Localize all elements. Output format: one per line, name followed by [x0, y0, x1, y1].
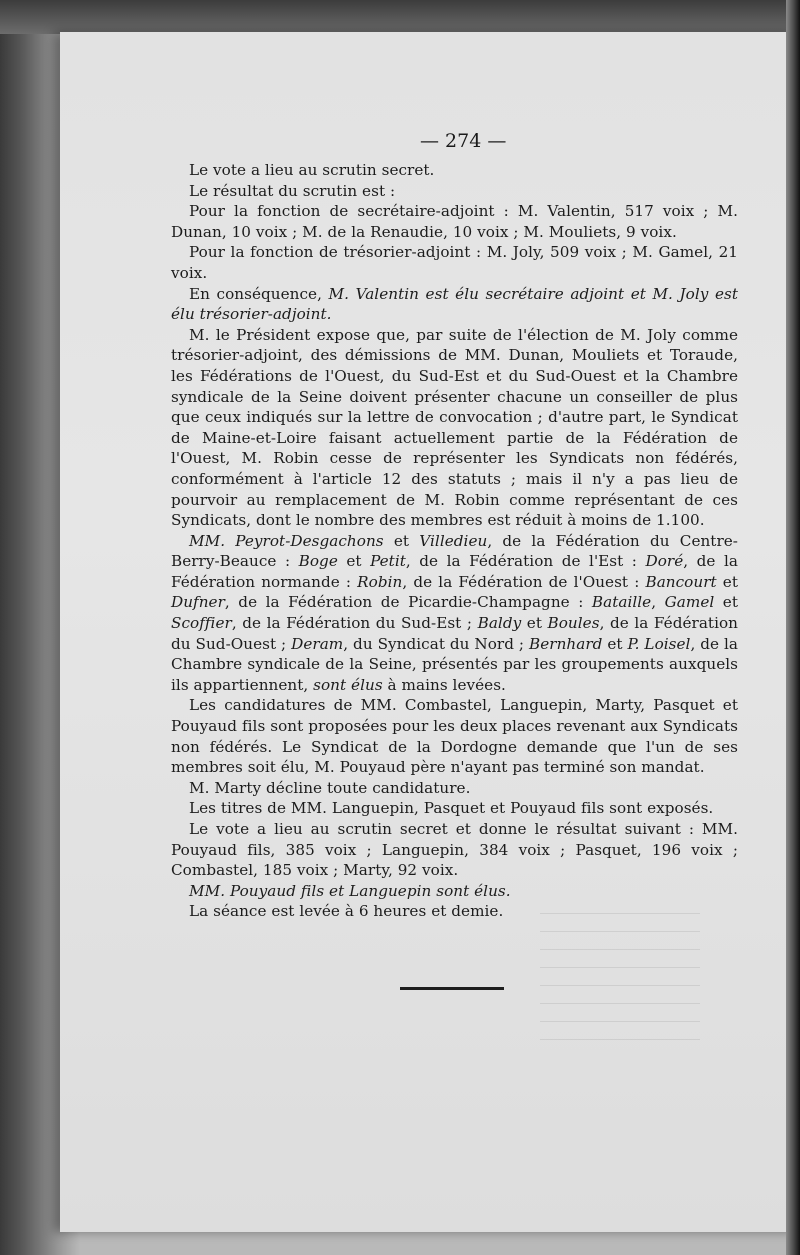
- election-result: sont élus: [313, 675, 383, 694]
- election-name: P. Loisel: [627, 634, 691, 653]
- election-text: , du Syndicat du Nord ;: [343, 634, 530, 653]
- election-text: ,: [651, 593, 665, 612]
- election-text: , de la Fédération de l'Ouest :: [402, 572, 646, 591]
- paragraph-vote: Le vote a lieu au scrutin secret.: [189, 161, 435, 179]
- paragraph-treasurer-vote: Pour la fonction de trésorier-adjoint : M. Joly, 509 voix ; M. Gamel, 21 voix.: [171, 243, 738, 282]
- election-text: et: [521, 614, 548, 633]
- election-text: et: [716, 572, 738, 591]
- election-text: , de la Fédération de l'Est :: [405, 552, 646, 571]
- election-text: , de la Chambre syndicale de la Seine, présentés par les groupements auxquels ils appartiennent,: [171, 634, 738, 694]
- election-name: Bataille: [591, 593, 652, 612]
- election-name: Gamel: [664, 593, 715, 612]
- paragraph-candidatures: Les candidatures de MM. Combastel, Languepin, Marty, Pasquet et Pouyaud fils sont proposées pour les deux places revenant aux Syndicats non fédérés. Le Syndicat de la Dordogne demande que l'un de ses membres soit élu, M. Pouyaud père n'ayant pas terminé son mandat.: [171, 696, 738, 777]
- election-name: Scoffier: [171, 614, 232, 633]
- election-text: et: [337, 552, 371, 571]
- page-number: — 274 —: [420, 130, 507, 152]
- consequence-lead: En conséquence,: [189, 284, 329, 303]
- election-text: et: [714, 593, 738, 612]
- election-name: Villedieu: [419, 531, 488, 550]
- election-text: à mains levées.: [382, 675, 506, 694]
- election-text: , de la Fédération du Centre-Berry-Beauce :: [171, 531, 738, 571]
- paragraph-secretary-vote: Pour la fonction de secrétaire-adjoint : M. Valentin, 517 voix ; M. Dunan, 10 voix ; M. de la Renaudie, 10 voix ; M. Mouliets, 9 voix.: [171, 202, 738, 241]
- consequence-italic: M. Valentin est élu secrétaire adjoint et M. Joly est élu trésorier-adjoint.: [171, 284, 738, 324]
- election-text: , de la Fédération du Sud-Ouest ;: [171, 614, 739, 653]
- election-text: et: [602, 634, 628, 653]
- election-name: Bernhard: [529, 634, 603, 653]
- election-name: Boge: [298, 552, 338, 571]
- paragraph-elected: MM. Pouyaud fils et Languepin sont élus.: [189, 881, 511, 900]
- minutes-text: [171, 160, 738, 922]
- paragraph-result-intro: Le résultat du scrutin est :: [189, 181, 396, 200]
- election-text: , de la Fédération normande :: [171, 552, 738, 591]
- election-name: Baldy: [477, 614, 522, 633]
- election-name: Deram: [291, 634, 344, 653]
- scanner-right-border: [786, 0, 800, 1255]
- election-name: Doré: [645, 552, 684, 571]
- paragraph-second-vote: Le vote a lieu au scrutin secret et donne le résultat suivant : MM. Pouyaud fils, 385 voix ; Languepin, 384 voix ; Pasquet, 196 voix ; Combastel, 185 voix ; Marty, 92 voix.: [171, 820, 738, 880]
- scanner-top-border: [0, 0, 800, 34]
- election-name: Dufner: [171, 593, 225, 612]
- section-divider: [400, 987, 504, 990]
- paragraph-consequence: [171, 284, 738, 325]
- paragraph-marty-declines: M. Marty décline toute candidature.: [189, 778, 471, 797]
- paragraph-titles: Les titres de MM. Languepin, Pasquet et Pouyaud fils sont exposés.: [189, 799, 714, 818]
- election-name: Boules: [547, 614, 600, 633]
- paragraph-president-statement: M. le Président expose que, par suite de l'élection de M. Joly comme trésorier-adjoint, des démissions de MM. Dunan, Mouliets et Toraude, les Fédérations de l'Ouest, du Sud-Est et du Sud-Ouest et la Chambre syndicale de la Seine doivent présenter chacune un conseiller de plus que ceux indiqués sur la lettre de convocation ; d'autre part, le Syndicat de Maine-et-Loire faisant actuellement partie de la Fédération de l'Ouest, M. Robin cesse de représenter les Syndicats non fédérés, conformément à l'article 12 des statuts ; mais il n'y a pas lieu de pourvoir au remplacement de M. Robin comme représentant de ces Syndicats, dont le nombre des membres est réduit à moins de 1.100.: [171, 325, 738, 530]
- election-name: Petit: [370, 552, 406, 571]
- election-name: MM. Peyrot-Desgachons: [189, 531, 384, 550]
- paragraph-election: [171, 531, 738, 696]
- election-text: et: [383, 531, 420, 550]
- election-text: , de la Fédération du Sud-Est ;: [231, 614, 478, 633]
- paragraph-closing: La séance est levée à 6 heures et demie.: [189, 902, 504, 921]
- election-name: Bancourt: [645, 572, 717, 591]
- election-name: Robin: [357, 572, 403, 591]
- election-text: , de la Fédération de Picardie-Champagne :: [224, 593, 592, 612]
